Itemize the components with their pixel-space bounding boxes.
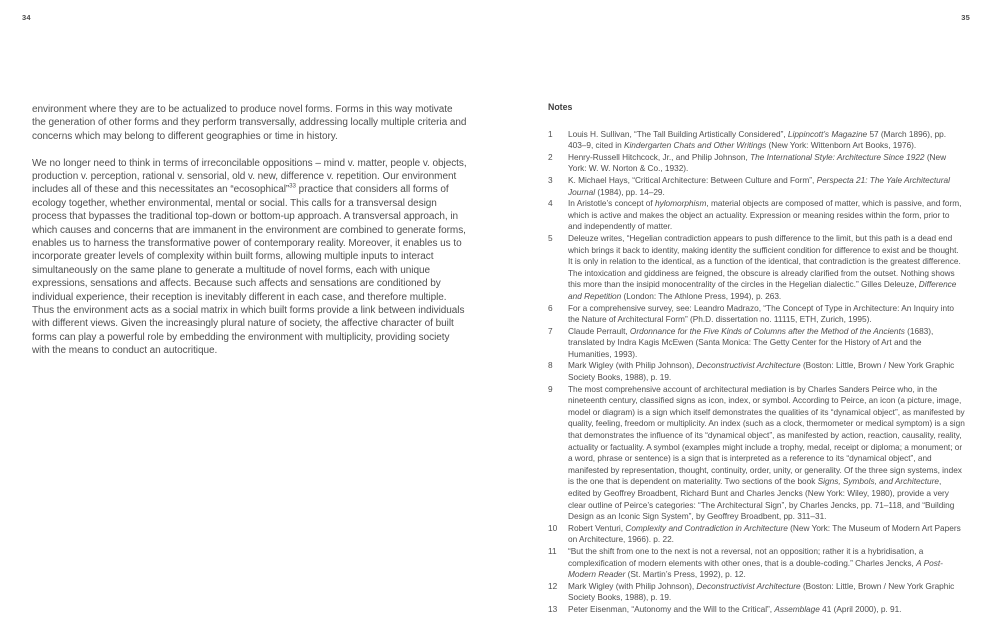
note-text <box>568 198 965 233</box>
notes-heading: Notes <box>548 102 573 112</box>
text-run: environment where they are to be actualized to produce novel forms. Forms in this way motivate the generation of other forms and they perform transversally, addressing locally multiple criteria and concerns which may belong to different geographies or time in history. <box>32 104 467 142</box>
left-paragraphs <box>32 103 468 358</box>
note-item <box>548 360 965 383</box>
note-text <box>568 604 965 616</box>
italic-title: Deconstructivist Architecture <box>696 580 801 591</box>
note-text <box>568 581 965 604</box>
note-number: 2 <box>548 151 553 162</box>
text-run: Mark Wigley (with Philip Johnson), <box>568 360 697 371</box>
note-text <box>568 360 965 383</box>
note-text <box>568 384 965 523</box>
text-run: (London: The Athlone Press, 1994), p. 263. <box>621 290 782 301</box>
note-item <box>548 384 965 523</box>
footnote-ref: 33 <box>289 183 296 191</box>
italic-title: Difference and Repetition <box>568 279 957 301</box>
italic-title: Kindergarten Chats and Other Writings <box>623 140 767 151</box>
note-item <box>548 303 965 326</box>
note-item <box>548 581 965 604</box>
note-text <box>568 175 965 198</box>
italic-title: Assemblage <box>774 603 820 614</box>
text-run: practice that considers all forms of ecology together, whether environmental, mental or social. This calls for a transversal design process that bypasses the traditional top-down or bottom-up approach. A transversal approach, in which causes and concerns that are immanent in the environment are combined to generate forms, enables us to harness the transformative power of contemporary reality. Moreover, it enables us to incorporate greater levels of complexity within built forms, allowing multiple inputs to interact simultaneously on the same plane to generate a multitude of novel forms, each with unique expressions, sensations and affects. Because such affects and sensations are conditioned by individual experience, their reception is inevitably different in each case, and therefore multiple. Thus the environment acts as a social matrix in which built forms provide a link between individuals with different views. Given the increasingly plural nature of society, the affective character of built forms can play a powerful role by embedding the environment with multiplicity, providing society with the means to conduct an autocritique. <box>32 184 466 357</box>
text-run: (Boston: Little, Brown / New York Graphic Society Books, 1988), p. 19. <box>568 360 955 383</box>
italic-title: Perspecta 21: The Yale Architectural Journal <box>568 174 950 197</box>
italic-title: Signs, Symbols, and Architecture <box>817 476 939 487</box>
note-item <box>548 233 965 303</box>
notes-list <box>548 129 965 616</box>
note-item <box>548 198 965 233</box>
text-run: Peter Eisenman, “Autonomy and the Will to the Critical”, <box>568 603 775 614</box>
note-item <box>548 604 965 616</box>
page-number-right: 35 <box>961 13 970 22</box>
note-text <box>568 326 965 361</box>
note-item <box>548 326 965 361</box>
body-paragraph <box>32 157 468 358</box>
text-run: Henry-Russell Hitchcock, Jr., and Philip Johnson, <box>568 151 751 162</box>
note-text <box>568 303 965 326</box>
text-run: (New York: W. W. Norton & Co., 1932). <box>568 151 947 174</box>
text-run: Deleuze writes, “Hegelian contradiction appears to push difference to the limit, but this path is a dead end which brings it back to identity, making identity the sufficient condition for difference to exist and be thought. It is only in relation to the identical, as a function of the identical, that contradiction is the greatest difference. The intoxication and giddiness are feigned, the obscure is already clarified from the outset. Nothing shows this more than the insipid monocentrality of the circles in the Hegelian dialectic.” Gilles Deleuze, <box>568 232 961 290</box>
text-run: Louis H. Sullivan, “The Tall Building Artistically Considered”, <box>568 128 788 139</box>
text-run: (Boston: Little, Brown / New York Graphic Society Books, 1988), p. 19. <box>568 580 955 603</box>
text-run: , material objects are composed of matter, which is passive, and form, which is active and makes the object an actuality. Expression or meaning resides within the form, prior to and independently of matter. <box>568 198 962 232</box>
text-run: 41 (April 2000), p. 91. <box>819 603 902 614</box>
note-text <box>568 129 965 152</box>
note-item <box>548 175 965 198</box>
note-number: 5 <box>548 232 553 243</box>
text-run: Robert Venturi, <box>568 522 626 533</box>
left-page-body <box>32 103 468 358</box>
italic-title: Ordonnance for the Five Kinds of Columns after the Method of the Ancients <box>629 325 905 336</box>
italic-title: hylomorphism <box>654 198 707 209</box>
note-number: 6 <box>548 302 553 313</box>
note-number: 3 <box>548 174 553 185</box>
text-run: For a comprehensive survey, see: Leandro Madrazo, “The Concept of Type in Architecture: An Inquiry into the Nature of Architectural Form” (Ph.D. dissertation no. 11115, ETH, Zurich, 1995). <box>568 302 954 325</box>
body-paragraph <box>32 103 468 143</box>
text-run: We no longer need to think in terms of irreconcilable oppositions – mind v. matter, people v. objects, production v. perception, rational v. sensorial, old v. new, difference v. repetition. Our environment includes all of these and this necessitates an “ecosophical” <box>32 157 467 196</box>
text-run: Claude Perrault, <box>568 325 630 336</box>
italic-title: Deconstructivist Architecture <box>696 360 801 371</box>
note-number: 11 <box>548 545 557 556</box>
note-number: 12 <box>548 580 558 591</box>
text-run: , edited by Geoffrey Broadbent, Richard Bunt and Charles Jencks (New York: Wiley, 1980), provide a very clear outline of Peirce’s categories: “The Architectural Sign”, by Charles Jencks, pp. 71–118, and “Building Design as an Iconic Sign System”, by Geoffrey Broadbent, pp. 311–31. <box>568 476 955 522</box>
text-run: (New York: Wittenborn Art Books, 1976). <box>766 140 917 151</box>
note-item <box>548 152 965 175</box>
text-run: The most comprehensive account of architectural mediation is by Charles Sanders Peirce who, in the nineteenth century, classified signs as icon, index, or symbol. According to Peirce, an icon (a picture, image, model or diagram) is a sign which itself demonstrates the qualities of its “dynamical object”, as manifested by quality, feeling, freedom or multiplicity. An index (such as a clock, thermometer or medical symptom) is a sign that demonstrates the influence of its “dynamical object”, as manifested by action, reaction, causality, reality, actuality or factuality. A symbol (examples might include a trophy, medal, receipt or diploma; a monument; or a word, phrase or sentence) is a sign that is interpreted as a reference to its “dynamical object”, and manifested by representation, thought, continuity, order, unity, or generality. Of the three sign systems, index is the one that is dependent on materiality. Two sections of the book <box>568 383 965 487</box>
italic-title: The International Style: Architecture Since 1922 <box>750 151 925 162</box>
note-number: 9 <box>548 383 553 394</box>
page-number-left: 34 <box>22 13 31 22</box>
note-number: 8 <box>548 360 553 371</box>
note-item <box>548 546 965 581</box>
note-item <box>548 523 965 546</box>
right-page-notes <box>548 102 965 616</box>
note-text <box>568 233 965 303</box>
note-number: 4 <box>548 198 553 209</box>
note-number: 10 <box>548 522 558 533</box>
text-run: K. Michael Hays, “Critical Architecture: Between Culture and Form”, <box>568 174 817 185</box>
note-number: 13 <box>548 603 558 614</box>
text-run: (1984), pp. 14–29. <box>595 186 665 197</box>
italic-title: Lippincott’s Magazine <box>787 128 868 139</box>
text-run: (New York: The Museum of Modern Art Papers on Architecture, 1966). p. 22. <box>568 522 961 545</box>
text-run: (St. Martin’s Press, 1992), p. 12. <box>625 569 746 580</box>
note-text <box>568 523 965 546</box>
note-number: 1 <box>548 128 553 139</box>
text-run: “But the shift from one to the next is not a reversal, not an opposition; rather it is a hybridisation, a complexification of modern elements with other ones, that is a double-coding.” Charles Jencks, <box>568 545 924 568</box>
note-item <box>548 129 965 152</box>
text-run: Mark Wigley (with Philip Johnson), <box>568 580 697 591</box>
italic-title: A Post-Modern Reader <box>568 557 943 580</box>
text-run: In Aristotle’s concept of <box>568 198 655 209</box>
note-text <box>568 152 965 175</box>
note-text <box>568 546 965 581</box>
text-run: 57 (March 1896), pp. 403–9, cited in <box>568 128 947 151</box>
text-run: (1683), translated by Indra Kagis McEwen (Santa Monica: The Getty Center for the History of Art and the Humanities, 1993). <box>568 325 934 359</box>
note-number: 7 <box>548 325 553 336</box>
italic-title: Complexity and Contradiction in Architecture <box>625 522 788 533</box>
